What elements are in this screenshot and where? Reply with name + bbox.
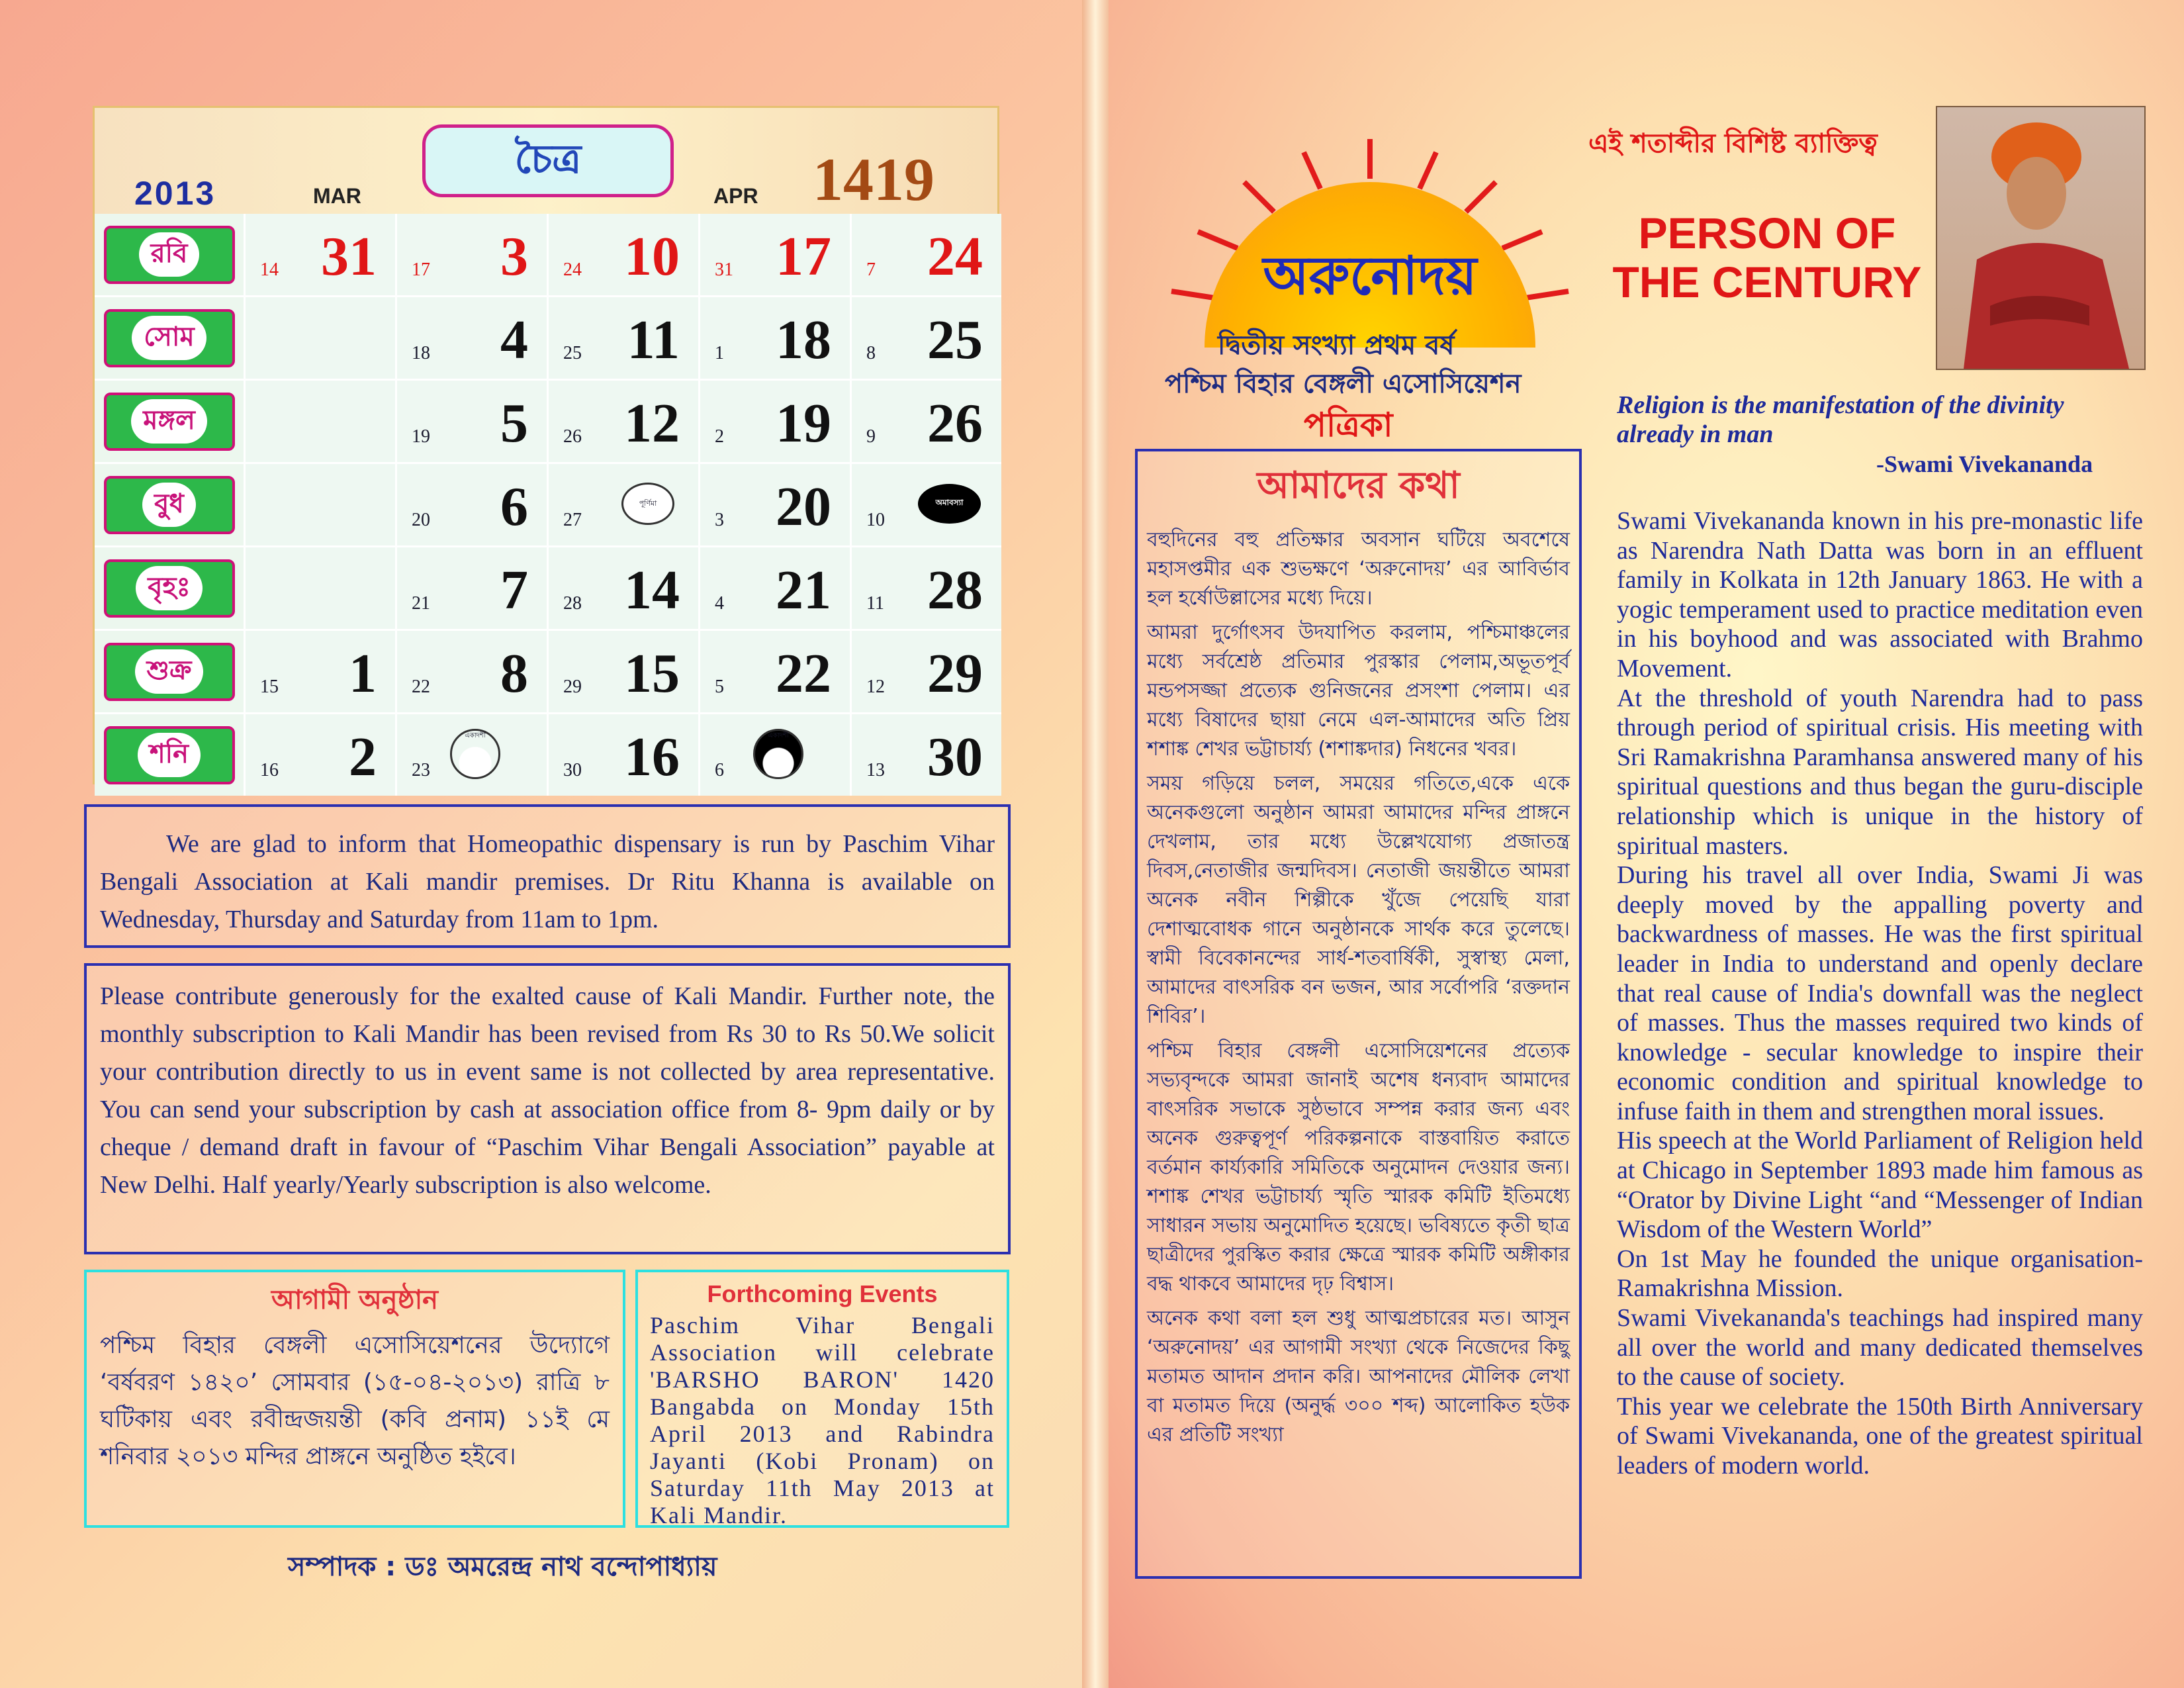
bio-paragraph: During his travel all over India, Swami Ji was deeply moved by the appalling poverty and backwardness of masses. He was the first spiritual leader in India to understand and openly declare that real cause of India's downfall was the neglect of masses. Thus the masses required two kinds of knowledge - secular knowledge to inspire their economic condition and spiritual knowledge to infuse faith in them and strengthen moral issues. [1617,861,2143,1125]
date-cell [852,214,1001,295]
date-cell [246,714,395,796]
weekday-tag [104,476,235,534]
calendar [93,106,999,788]
bio-paragraph: At the threshold of youth Narendra had to pass through period of spiritual crisis. His meeting with Sri Ramakrishna Paramhansa answered many of his spiritual questions and thus began the guru-disciple relationship which is unique in the history of spiritual masters. [1617,684,2143,860]
our-words-title: আমাদের কথা [1257,464,1460,507]
weekday-label [95,714,244,796]
date-cell [397,297,547,379]
english-date: 12 [624,393,680,454]
upcoming-events-bengali [84,1270,625,1528]
date-cell [549,714,698,796]
date-cell [852,297,1001,379]
date-cell [397,547,547,629]
english-date: 20 [776,476,831,538]
bio-paragraph: On 1st May he founded the unique organisation-Ramakrishna Mission. [1617,1244,2143,1303]
bengali-date: 28 [563,593,582,614]
english-date: 26 [927,393,983,454]
bengali-date: 4 [715,593,724,614]
date-cell [549,631,698,712]
bengali-date: 24 [563,259,582,280]
weekday-text: মঙ্গল [131,399,207,444]
weekday-text: রবি [139,232,200,277]
english-date: 30 [927,726,983,788]
english-date: 14 [624,559,680,621]
new-moon-icon: অমাবস্যা [918,484,981,524]
calendar-grid [95,214,1001,796]
weekday-text: বুধ [142,483,196,527]
english-date: 24 [927,226,983,287]
bio-paragraph: His speech at the World Parliament of Religion held at Chicago in September 1893 made him famous as “Orator by Divine Light “and “Messenger of Indian Wisdom of the Western World” [1617,1127,2143,1244]
weekday-label [95,214,244,295]
english-date: 29 [927,643,983,704]
bengali-date: 1 [715,343,724,363]
date-cell [700,297,850,379]
bengali-date: 31 [715,259,733,280]
date-cell [700,214,850,295]
bengali-year: 1419 [813,146,934,213]
bengali-date: 6 [715,760,724,780]
bengali-date: 22 [412,677,430,697]
ekadashi-icon: একাদশী [450,729,500,779]
weekday-tag [104,726,235,784]
weekday-label [95,464,244,545]
weekday-tag [104,309,235,367]
upcoming-events-bengali-body: পশ্চিম বিহার বেঙ্গলী এসোসিয়েশনের উদ্যোগে ‘বর্ষবরণ ১৪২০’ সোমবার (১৫-০৪-২০১৩) রাত্রি ৮ ঘটিকায় এবং রবীন্দ্রজয়ন্তী (কবি প্রনাম) ১১ই মে শনিবার ২০১৩ মন্দির প্রাঙ্গনে অনুষ্ঠিত হইবে। [100,1332,610,1470]
english-date: 28 [927,559,983,621]
english-date: 18 [776,309,831,371]
date-cell [397,214,547,295]
weekday-tag [104,643,235,701]
dispensary-notice-text: We are glad to inform that Homeopathic dispensary is run by Paschim Vihar Bengali Association at Kali mandir premises. Dr Ritu Khanna is available on Wednesday, Thursday and Saturday from 11am to 1pm. [100,830,995,933]
contribution-notice [84,963,1011,1254]
bengali-date: 25 [563,343,582,363]
weekday-text: বৃহঃ [136,566,203,610]
vivekananda-quote: Religion is the manifestation of the divinity already in man [1617,391,2064,448]
bengali-date: 30 [563,760,582,780]
forthcoming-events-body: Paschim Vihar Bengali Association will celebrate 'BARSHO BARON' 1420 Bangabda on Monday 15th April 2013 and Rabindra Jayanti (Kobi Pronam) on Saturday 11th May 2013 at Kali Mandir. [650,1312,995,1528]
weekday-text: সোম [132,316,206,360]
english-date: 6 [500,476,528,538]
english-date: 10 [624,226,680,287]
vivekananda-portrait [1936,106,2146,370]
english-date: 7 [500,559,528,621]
our-words-para: আমরা দুর্গোৎসব উদযাপিত করলাম, পশ্চিমাঞ্চলের মধ্যে সর্বশ্রেষ্ঠ প্রতিমার পুরস্কার পেলাম,অভূতপূর্ব মন্ডপসজ্জা প্রত্যেক গুনিজনের প্রসংশা পেলাম। এর মধ্যে বিষাদের ছায়া নেমে এল-আমাদের অতি প্রিয় শশাঙ্ক শেখর ভট্টাচার্য্য (শশাঙ্কদার) নিধনের খবর। [1147,621,1570,761]
weekday-label [95,547,244,629]
date-cell [549,547,698,629]
date-cell [852,381,1001,462]
vivekananda-biography [1617,506,2143,1481]
bengali-date: 10 [866,510,885,530]
date-cell [700,631,850,712]
date-cell [246,214,395,295]
date-cell [246,297,395,379]
date-cell [397,381,547,462]
bengali-date: 27 [563,510,582,530]
weekday-label [95,381,244,462]
date-cell [852,547,1001,629]
bengali-date: 21 [412,593,430,614]
english-date: 21 [776,559,831,621]
portrait-icon [1937,107,2144,369]
bengali-date: 14 [260,259,279,280]
date-cell [397,714,547,796]
forthcoming-events [635,1270,1009,1528]
weekday-label [95,297,244,379]
quote-author: -Swami Vivekananda [1876,451,2093,477]
magazine-title: অরুনোদয় [1263,245,1477,306]
bengali-date: 7 [866,259,876,280]
person-tag-bengali: এই শতাব্দীর বিশিষ্ট ব্যাক্তিত্ব [1588,128,1878,159]
dispensary-notice [84,804,1011,948]
bengali-date: 15 [260,677,279,697]
person-of-century-title: PERSON OF THE CENTURY [1612,209,1922,306]
bengali-date: 5 [715,677,724,697]
english-date: 17 [776,226,831,287]
issue-number: দ্বিতীয় সংখ্যা প্রথম বর্ষ [1218,330,1455,361]
date-cell [549,214,698,295]
date-cell [246,381,395,462]
our-words-section [1135,449,1582,1579]
date-cell [549,381,698,462]
bio-paragraph: Swami Vivekananda's teachings had inspired many all over the world and many dedicated themselves to the cause of society. [1617,1304,2143,1391]
bengali-date: 19 [412,426,430,447]
date-cell [700,381,850,462]
english-date: 2 [349,726,377,788]
month-label-apr: APR [713,184,758,208]
english-date: 22 [776,643,831,704]
forthcoming-events-title: Forthcoming Events [707,1280,938,1307]
bio-paragraph: This year we celebrate the 150th Birth Anniversary of Swami Vivekananda, one of the greatest spiritual leaders of modern world. [1617,1392,2143,1479]
our-words-para: বহুদিনের বহু প্রতিক্ষার অবসান ঘটিয়ে অবশেষে মহাসপ্তমীর এক শুভক্ষণে ‘অরুনোদয়’ এর আবির্ভাব হল হর্ষোউল্লাসের মধ্যে দিয়ে। [1147,528,1570,610]
bengali-date: 8 [866,343,876,363]
contribution-notice-text: Please contribute generously for the exalted cause of Kali Mandir. Further note, the monthly subscription to Kali Mandir has been revised from Rs 30 to Rs 50.We solicit your contribution directly to us in event same is not collected by area representative. You can send your subscription by cash at association office from 8- 9pm daily or by cheque / demand draft in favour of “Paschim Vihar Bengali Association” payable at New Delhi. Half yearly/Yearly subscription is also welcome. [100,982,995,1199]
english-date: 4 [500,309,528,371]
month-label-mar: MAR [313,184,361,208]
date-cell [700,714,850,796]
upcoming-events-bengali-title: আগামী অনুষ্ঠান [271,1285,439,1315]
bengali-date: 29 [563,677,582,697]
bio-paragraph: Swami Vivekananda known in his pre-monastic life as Narendra Nath Datta was born in an effluent family in Kolkata in 12th January 1863. He with a yogic temperament used to practice meditation even in his boyhood and was associated with Brahmo Movement. [1617,507,2143,682]
weekday-text: শুক্র [135,649,204,694]
our-words-para: পশ্চিম বিহার বেঙ্গলী এসোসিয়েশনের প্রত্যেক সভ্যবৃন্দকে আমরা জানাই অশেষ ধন্যবাদ আমাদের বাৎসরিক সভাকে সুষ্ঠভাবে সম্পন্ন করার জন্য এবং অনেক গুরুত্বপূর্ণ পরিকল্পনাকে বাস্তবায়িত করাতে বর্তমান কার্য্যকারি সমিতিকে অনুমোদন দেওয়ার জন্য। শশাঙ্ক শেখর ভট্টাচার্য্য স্মৃতি স্মারক কমিটি ইতিমধ্যে সাধারন সভায় অনুমোদিত হয়েছে। ভবিষ্যতে কৃতী ছাত্র ছাত্রীদের পুরস্কিত করার ক্ষেত্রে স্মারক কমিটি অঙ্গীকার বদ্ধ থাকবে আমাদের দৃঢ় বিশ্বাস। [1147,1039,1570,1295]
bengali-date: 20 [412,510,430,530]
bengali-date: 3 [715,510,724,530]
bengali-month-name: চৈত্র [422,124,674,197]
editor-credit: সম্পাদক : ডঃ অমরেন্দ্র নাথ বন্দোপাধ্যায় [288,1552,717,1582]
date-cell [397,631,547,712]
association-name: পশ্চিম বিহার বেঙ্গলী এসোসিয়েশন [1165,369,1522,399]
bengali-date: 23 [412,760,430,780]
date-cell [549,464,698,545]
bengali-date: 11 [866,593,884,614]
english-date: 1 [349,643,377,704]
english-date: 11 [627,309,680,371]
english-date: 19 [776,393,831,454]
our-words-para: অনেক কথা বলা হল শুধু আত্মপ্রচারের মত। আসুন ‘অরুনোদয়’ এর আগামী সংখ্যা থেকে নিজেদের কিছু মতামত আদান প্রদান করি। আপনাদের মৌলিক লেখা বা মতামত দিয়ে (অনুর্দ্ধ ৩০০ শব্দ) আলোকিত হউক এর প্রতিটি সংখ্যা [1147,1307,1570,1446]
bengali-date: 13 [866,760,885,780]
date-cell [852,464,1001,545]
page-fold [1082,0,1109,1688]
weekday-text: শনি [138,733,201,777]
bengali-date: 12 [866,677,885,697]
bengali-date: 26 [563,426,582,447]
ekadashi-icon: একাদশী [753,729,803,779]
bengali-date: 17 [412,259,430,280]
date-cell [397,464,547,545]
date-cell [246,464,395,545]
date-cell [549,297,698,379]
weekday-tag [104,559,235,618]
calendar-header [95,108,997,214]
weekday-tag [104,393,235,451]
date-cell [246,547,395,629]
english-date: 31 [321,226,377,287]
bengali-date: 18 [412,343,430,363]
english-year: 2013 [134,175,216,212]
english-date: 3 [500,226,528,287]
date-cell [852,631,1001,712]
weekday-label [95,631,244,712]
date-cell [852,714,1001,796]
english-date: 15 [624,643,680,704]
english-date: 8 [500,643,528,704]
bengali-date: 9 [866,426,876,447]
full-moon-icon: পূর্ণিমা [621,483,674,525]
our-words-para: সময় গড়িয়ে চলল, সময়ের গতিতে,একে একে অনেকগুলো অনুষ্ঠান আমরা আমাদের মন্দির প্রাঙ্গনে দেখলাম, তার মধ্যে উল্লেখযোগ্য প্রজাতন্ত্র দিবস,নেতাজীর জন্মদিবস। নেতাজী জয়ন্তীতে আমরা অনেক নবীন শিল্পীকে খুঁজে পেয়েছি যারা দেশাত্মবোধক গানে অনুষ্ঠানকে সার্থক করে তুলেছে। স্বামী বিবেকানন্দের সার্ধ-শতবার্ষিকী, সুস্বাস্থ্য মেলা, আমাদের বাৎসরিক বন ভজন, আর সর্বোপরি ‘রক্তদান শিবির’। [1147,772,1570,1028]
weekday-tag [104,226,235,284]
date-cell [700,547,850,629]
english-date: 5 [500,393,528,454]
bengali-date: 16 [260,760,279,780]
english-date: 16 [624,726,680,788]
magazine-label: পত্রিকা [1304,406,1393,444]
english-date: 25 [927,309,983,371]
date-cell [246,631,395,712]
bengali-date: 2 [715,426,724,447]
date-cell [700,464,850,545]
